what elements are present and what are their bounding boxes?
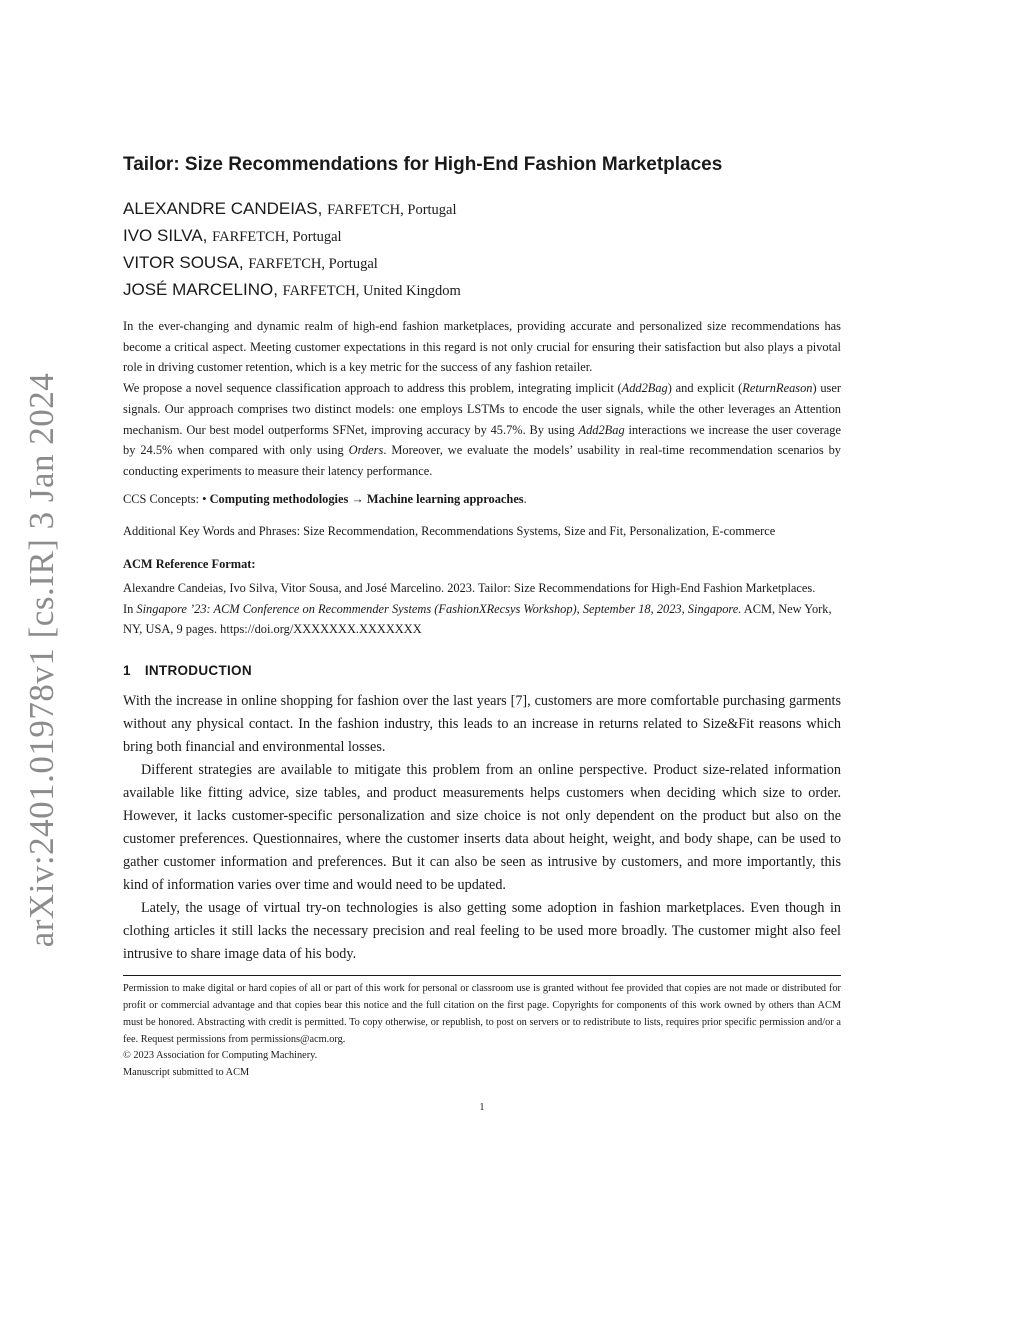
abstract <box>123 316 841 482</box>
intro-paragraph-1: With the increase in online shopping for fashion over the last years [7], customers are more comfortable purchasing garments without any physical contact. In the fashion industry, this leads to an increase in returns related to Size&Fit reasons which bring both financial and environmental losses. <box>123 693 841 755</box>
arxiv-id: arXiv:2401.01978v1 [cs.IR] 3 Jan 2024 <box>22 372 61 948</box>
author-1 <box>123 199 461 226</box>
copyright-line: © 2023 Association for Computing Machinery. <box>123 1050 318 1061</box>
author-affiliation: FARFETCH, Portugal <box>212 229 342 245</box>
reference-heading: ACM Reference Format: <box>123 557 256 571</box>
author-name: JOSÉ MARCELINO, <box>123 280 278 299</box>
page-number: 1 <box>479 1102 485 1113</box>
keywords: Additional Key Words and Phrases: Size Recommendation, Recommendations Systems, Size and Fit, Personalization, E-commerce <box>123 524 776 538</box>
ccs-concepts: CCS Concepts: • Computing methodologies → Machine learning approaches. <box>123 492 527 506</box>
intro-paragraph-2: Different strategies are available to mitigate this problem from an online perspective. Product size-related information available like fitting advice, size tables, and product measurements helps customers when deciding which size to order. However, it lacks customer-specific personalization and size choice is not only dependent on the product but also on the customer preferences. Questionnaires, where the customer inserts data about height, weight, and body shape, can be used to gather customer information and preferences. But it can also be seen as intrusive by customers, and more importantly, this kind of information varies over time and would need to be updated. <box>123 762 841 893</box>
section-title: INTRODUCTION <box>144 663 252 678</box>
manuscript-line: Manuscript submitted to ACM <box>123 1067 250 1078</box>
abstract-paragraph-1: In the ever-changing and dynamic realm of high-end fashion marketplaces, providing accurate and personalized size recommendations has become a critical aspect. Meeting customer expectations in this regard is not only crucial for ensuring their satisfaction but also plays a pivotal role in driving customer retention, which is a key metric for the success of any fashion retailer. <box>123 319 841 375</box>
author-list <box>123 199 461 307</box>
copyright-block <box>123 1047 841 1081</box>
arxiv-sidebar-stamp <box>12 372 72 948</box>
permission-text: Permission to make digital or hard copies of all or part of this work for personal or classroom use is granted without fee provided that copies are not made or distributed for profit or commercial advantage and that copies bear this notice and the full citation on the first page. Copyrights for components of this work owned by others than ACM must be honored. Abstracting with credit is permitted. To copy otherwise, or republish, to post on servers or to redistribute to lists, requires prior specific permission and/or a fee. Request permissions from permissions@acm.org. <box>123 983 841 1045</box>
author-affiliation: FARFETCH, Portugal <box>327 202 457 218</box>
permission-footnote <box>123 980 841 1048</box>
author-name: IVO SILVA, <box>123 226 208 245</box>
author-name: ALEXANDRE CANDEIAS, <box>123 199 323 218</box>
author-affiliation: FARFETCH, United Kingdom <box>282 283 461 299</box>
author-affiliation: FARFETCH, Portugal <box>248 256 378 272</box>
paper-title: Tailor: Size Recommendations for High-End Fashion Marketplaces <box>123 154 723 175</box>
author-4 <box>123 280 461 307</box>
introduction-body <box>123 690 841 966</box>
abstract-paragraph-2: We propose a novel sequence classification approach to address this problem, integrating implicit (Add2Bag) and explicit (ReturnReason) user signals. Our approach comprises two distinct models: one employs LSTMs to encode the user signals, while the other leverages an Attention mechanism. Our best model outperforms SFNet, improving accuracy by 45.7%. By using Add2Bag interactions we increase the user coverage by 24.5% when compared with only using Orders. Moreover, we evaluate the models’ usability in real-time recommendation scenarios by conducting experiments to measure their latency performance. <box>123 381 841 478</box>
author-2 <box>123 226 461 253</box>
footnote-divider <box>123 975 841 976</box>
intro-paragraph-3: Lately, the usage of virtual try-on technologies is also getting some adoption in fashion marketplaces. Even though in clothing articles it still lacks the necessary precision and real feeling to be used more broadly. The customer might also feel intrusive to share image data of his body. <box>123 900 841 962</box>
ccs-concept: Computing methodologies → Machine learning approaches <box>209 492 524 506</box>
reference-format: Alexandre Candeias, Ivo Silva, Vitor Sousa, and José Marcelino. 2023. Tailor: Size Recommendations for High-End Fashion Marketplaces. In Singapore ’23: ACM Conference on Recommender Systems (FashionXRecsys Workshop), September 18, 2023, Singapore. ACM, New York, NY, USA, 9 pages. https://doi.org/XXXXXXX.XXXXXXX <box>123 581 832 637</box>
reference-venue: Singapore ’23: ACM Conference on Recommender Systems (FashionXRecsys Workshop), September 18, 2023, Singapore. <box>136 601 742 616</box>
author-3 <box>123 253 461 280</box>
section-number: 1 <box>123 663 131 678</box>
section-heading <box>123 663 841 678</box>
author-name: VITOR SOUSA, <box>123 253 244 272</box>
